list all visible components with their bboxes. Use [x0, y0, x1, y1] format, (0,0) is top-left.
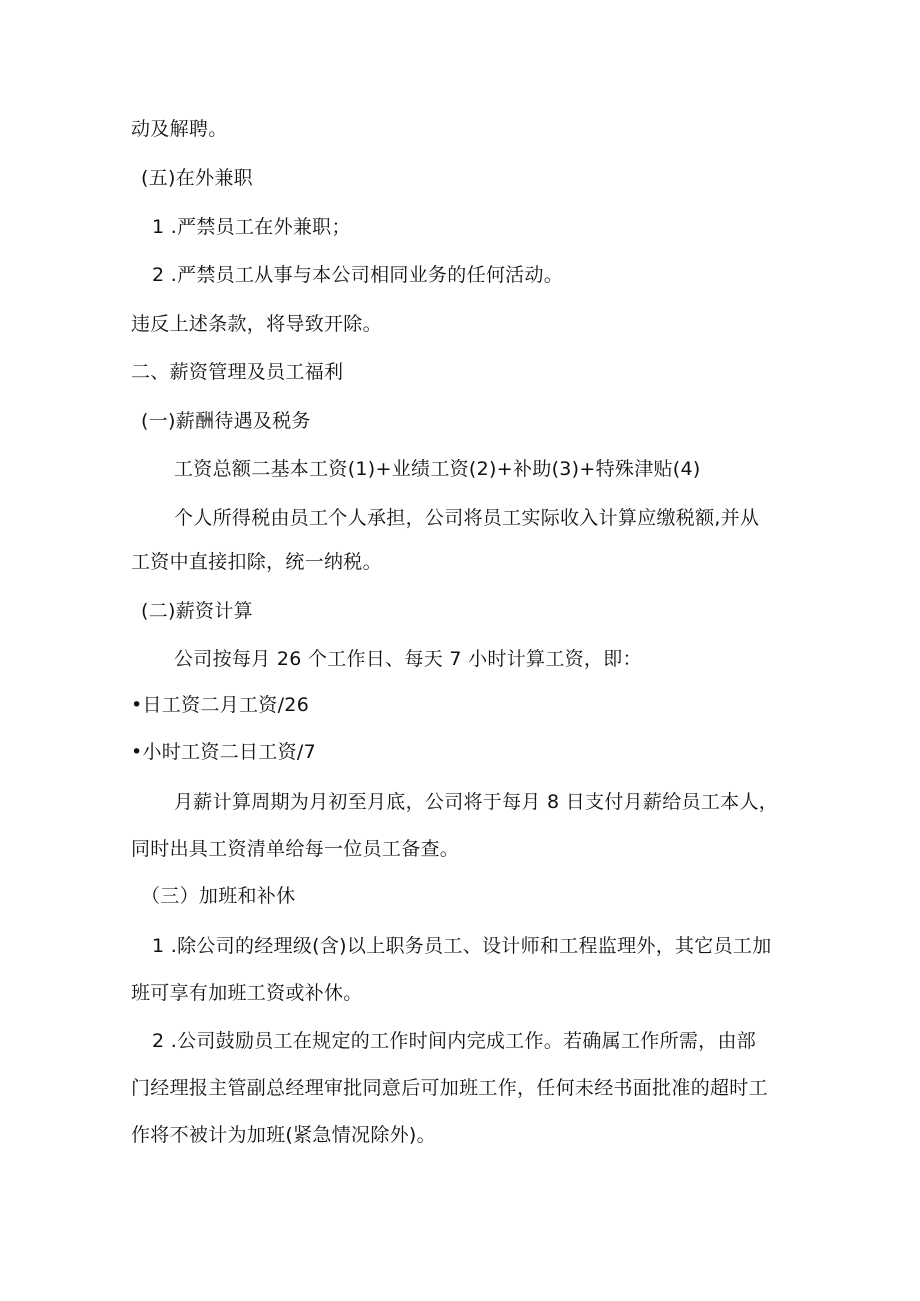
text-line: 工资中直接扣除，统一纳税。	[131, 551, 382, 573]
text-line: 个人所得税由员工个人承担，公司将员工实际收入计算应缴税额,并从	[174, 507, 760, 529]
list-item: 1 .除公司的经理级(含)以上职务员工、设计师和工程监理外，其它员工加	[152, 935, 772, 957]
text-line: 违反上述条款，将导致开除。	[131, 313, 382, 335]
list-item: 2 .严禁员工从事与本公司相同业务的任何活动。	[152, 264, 564, 286]
text-line: 公司按每月 26 个工作日、每天 7 小时计算工资，即：	[174, 648, 642, 670]
text-line: 同时出具工资清单给每一位员工备查。	[131, 838, 460, 860]
section-heading: (一)薪酬待遇及税务	[141, 410, 311, 432]
formula-line: 工资总额二基本工资(1)+业绩工资(2)+补助(3)+特殊津贴(4)	[174, 458, 701, 480]
text-line: 班可享有加班工资或补休。	[131, 982, 363, 1004]
text-line: 作将不被计为加班(紧急情况除外)。	[131, 1124, 436, 1146]
list-item: 1 .严禁员工在外兼职；	[152, 216, 351, 238]
text-line: 动及解聘。	[131, 118, 228, 140]
text-line: 月薪计算周期为月初至月底，公司将于每月 8 日支付月薪给员工本人，	[174, 791, 779, 813]
section-heading: （三）加班和补休	[141, 885, 296, 907]
bullet-item: •小时工资二日工资/7	[131, 741, 316, 763]
section-heading: (二)薪资计算	[141, 600, 253, 622]
chapter-heading: 二、薪资管理及员工福利	[131, 361, 344, 383]
text-line: 门经理报主管副总经理审批同意后可加班工作，任何未经书面批准的超时工	[131, 1077, 768, 1099]
bullet-item: •日工资二月工资/26	[131, 694, 310, 716]
section-heading: (五)在外兼职	[141, 167, 253, 189]
list-item: 2 .公司鼓励员工在规定的工作时间内完成工作。若确属工作所需，由部	[152, 1030, 757, 1052]
